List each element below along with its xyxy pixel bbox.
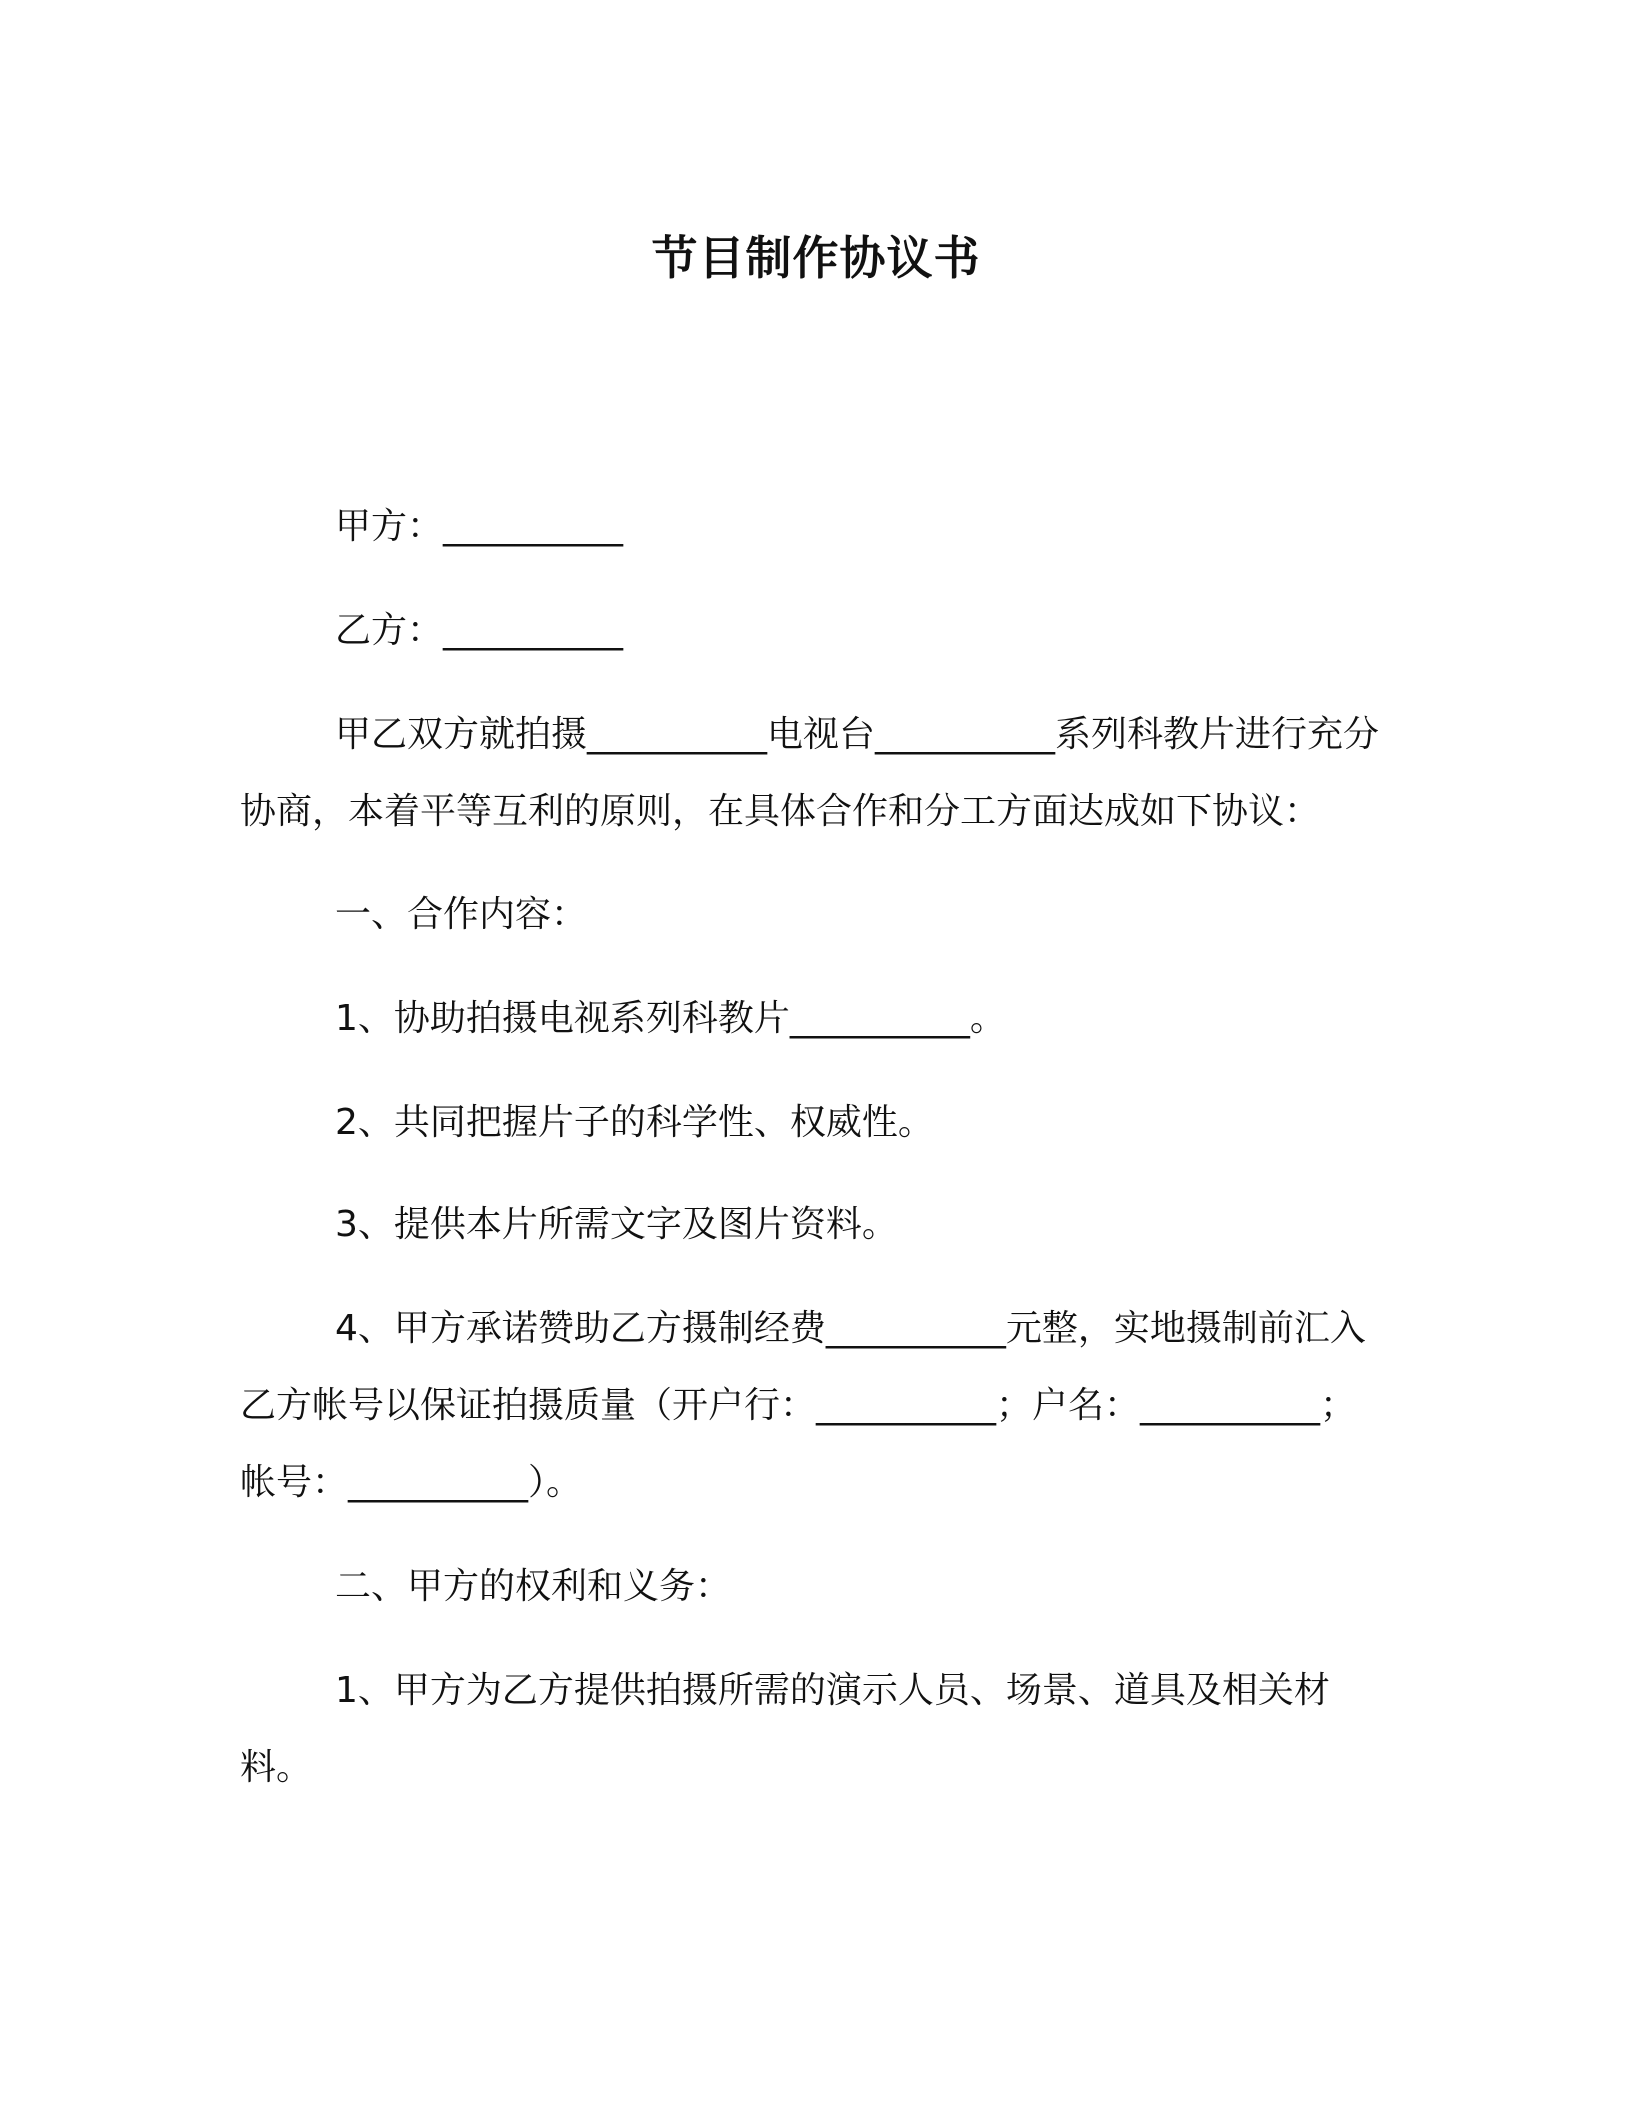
clause-2-1: 1、甲方为乙方提供拍摄所需的演示人员、场景、道具及相关材料。 <box>240 1670 1330 1788</box>
clause-1-2: 2、共同把握片子的科学性、权威性。 <box>335 1102 934 1143</box>
party-b-line: 乙方：__________ <box>335 610 624 651</box>
clause-1-1: 1、协助拍摄电视系列科教片__________。 <box>335 998 1006 1039</box>
section-heading-cooperation: 一、合作内容： <box>335 894 588 935</box>
intro-paragraph: 甲乙双方就拍摄__________电视台__________系列科教片进行充分协商，本着平等互利的原则，在具体合作和分工方面达成如下协议： <box>240 714 1380 832</box>
section-heading-party-a-rights: 二、甲方的权利和义务： <box>335 1566 732 1607</box>
document-title: 节目制作协议书 <box>651 231 981 285</box>
clause-1-3: 3、提供本片所需文字及图片资料。 <box>335 1204 898 1245</box>
party-a-line: 甲方：__________ <box>335 506 624 547</box>
clause-1-4: 4、甲方承诺赞助乙方摄制经费__________元整，实地摄制前汇入乙方帐号以保证拍摄质量（开户行：__________；户名：__________；帐号：__________）。 <box>240 1308 1366 1503</box>
